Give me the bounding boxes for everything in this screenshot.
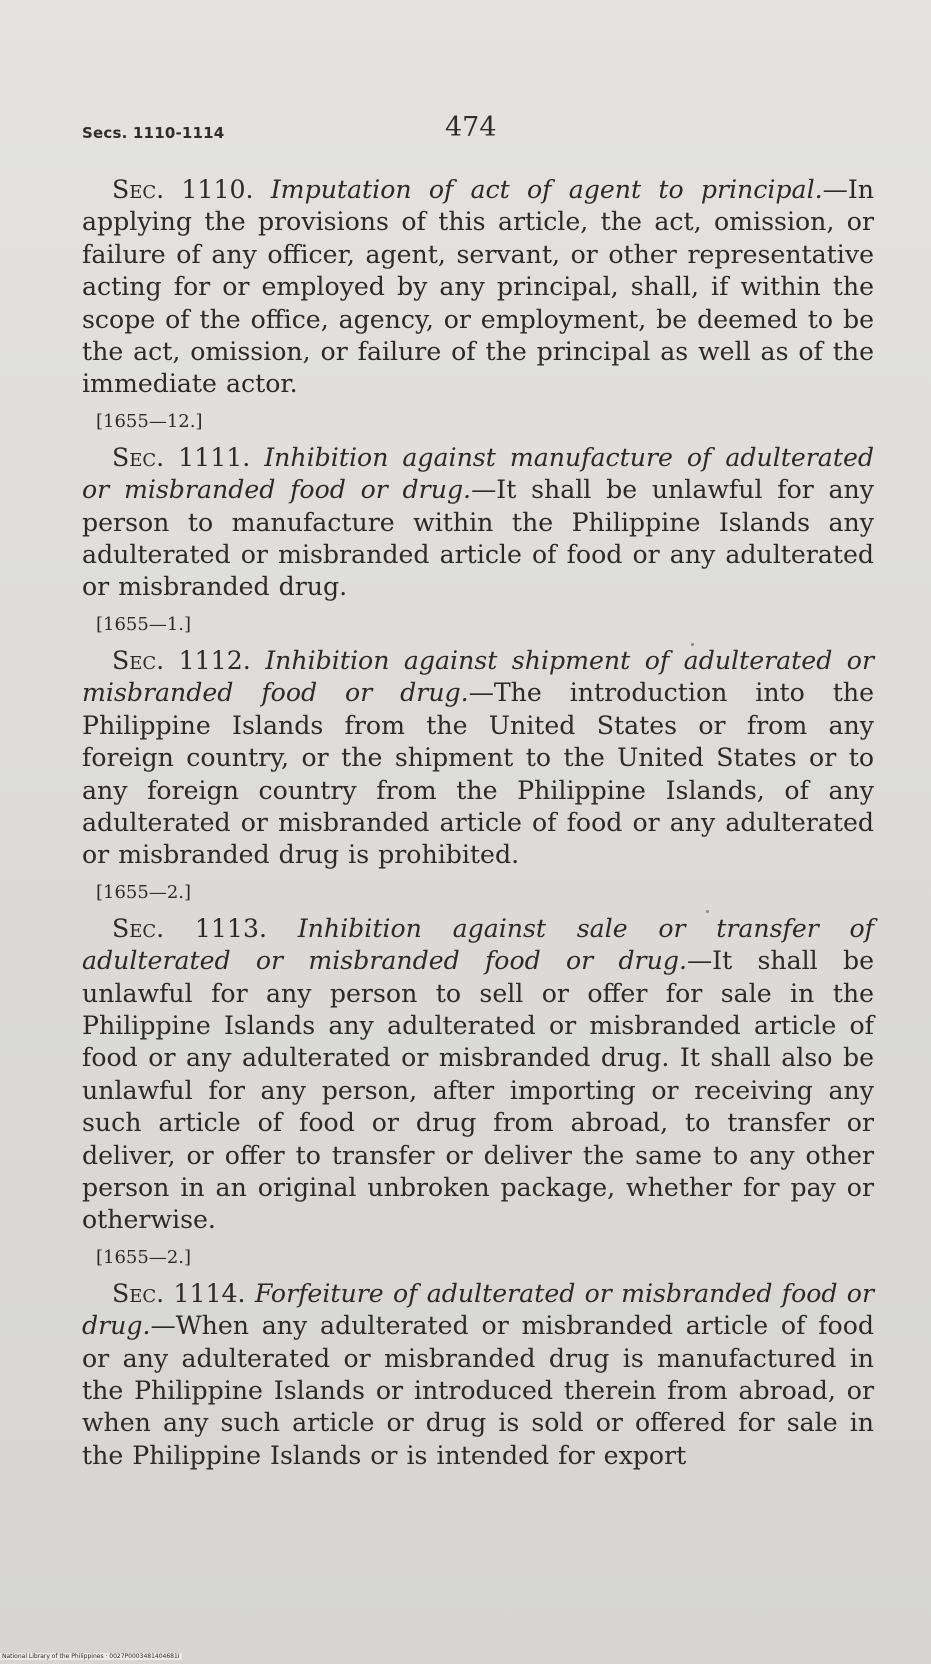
scan-speck	[706, 910, 709, 913]
section-title: Inhibition against manufacture of adulterated or misbranded food or drug.	[82, 442, 874, 505]
section-label: Sec. 1110.	[112, 175, 254, 204]
section-1113	[82, 913, 874, 1237]
section-1110	[82, 174, 874, 401]
section-label: Sec. 1112.	[112, 645, 251, 675]
citation-1113: [1655—2.]	[96, 1246, 192, 1268]
section-label: Sec. 1113.	[112, 913, 267, 943]
section-title: Inhibition against sale or transfer of adulterated or misbranded food or drug.	[82, 913, 874, 976]
section-text: —It shall be unlawful for any person to manufacture within the Philippine Islands any adulterated or misbranded article of food or any adulterated or misbranded drug.	[82, 475, 874, 602]
page-number: 474	[445, 112, 497, 143]
citation-1111: [1655—1.]	[96, 613, 192, 635]
section-label: Sec. 1114.	[112, 1278, 246, 1308]
section-label: Sec. 1111.	[112, 442, 251, 472]
section-1111	[82, 442, 874, 604]
section-1114	[82, 1278, 874, 1472]
section-text: —The introduction into the Philippine Islands from the United States or from any foreign country, or the shipment to the United States or to any foreign country from the Philippine Islands, of any adulterated or misbranded article of food or any adulterated or misbranded drug is prohibited.	[82, 678, 874, 870]
running-head: Secs. 1110-1114	[82, 124, 225, 142]
section-text: —In applying the provisions of this article, the act, omission, or failure of any officer, agent, servant, or other representative acting for or employed by any principal, shall, if within the scope of the office, agency, or employment, be deemed to be the act, omission, or failure of the principal as well as of the immediate actor.	[82, 175, 874, 399]
scan-speck	[691, 643, 694, 646]
section-title: Forfeiture of adulterated or misbranded food or drug.	[82, 1278, 874, 1341]
section-text: —When any adulterated or misbranded article of food or any adulterated or misbranded drug is manufactured in the Philippine Islands or introduced therein from abroad, or when any such article or drug is sold or offered for sale in the Philippine Islands or is intended for export	[82, 1311, 874, 1470]
body-text	[82, 174, 874, 1472]
citation-1110: [1655—12.]	[96, 410, 203, 432]
library-stamp: National Library of the Philippines · 0027P0003481404681I	[2, 1653, 180, 1660]
section-title: Imputation of act of agent to principal.	[270, 175, 823, 204]
citation-1112: [1655—2.]	[96, 881, 192, 903]
section-text: —It shall be unlawful for any person to sell or offer for sale in the Philippine Islands any adulterated or misbranded article of food or any adulterated or misbranded drug. It shall also be unlawful for any person, after importing or receiving any such article of food or drug from abroad, to transfer or deliver, or offer to transfer or deliver the same to any other person in an original unbroken package, whether for pay or otherwise.	[82, 946, 874, 1235]
page-header	[82, 112, 862, 152]
section-1112	[82, 645, 874, 872]
section-title: Inhibition against shipment of adulterated or misbranded food or drug.	[82, 645, 874, 708]
